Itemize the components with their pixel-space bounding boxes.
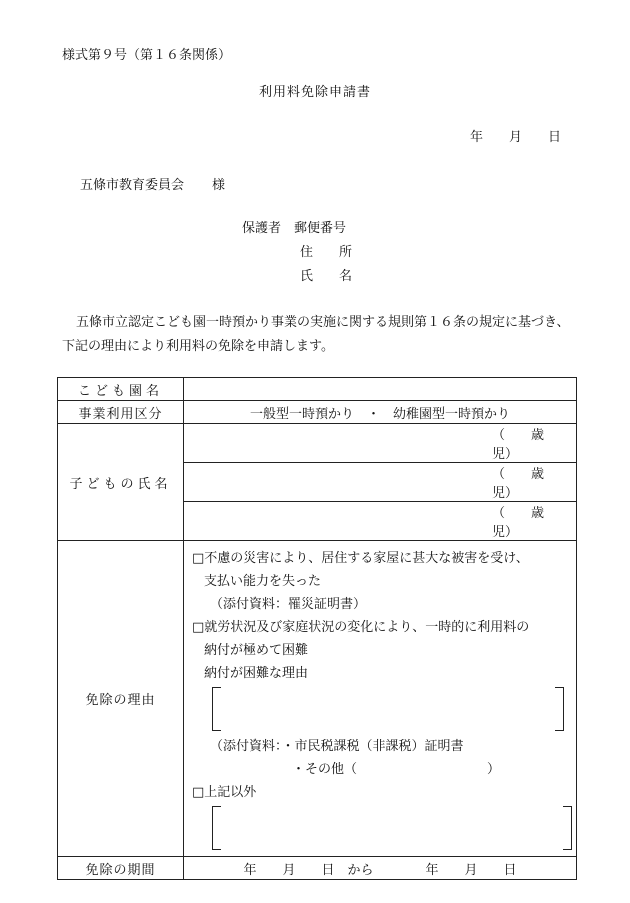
reason-cell (184, 541, 577, 857)
reason-line: 支払い能力を失った (204, 574, 322, 589)
child-age-1: （ 歳児） (492, 428, 545, 462)
child-name-field-2[interactable] (184, 463, 577, 502)
kindergarten-label: こども園名 (58, 378, 184, 401)
reason-line: 納付が極めて困難 (204, 643, 309, 658)
child-name-field-3[interactable] (184, 502, 577, 541)
body-text: 五條市立認定こども園一時預かり事業の実施に関する規則第１６条の規定に基づき、下記の理由により利用料の免除を申請します。 (62, 315, 570, 354)
reason-label: 免除の理由 (58, 541, 184, 857)
usage-label: 事業利用区分 (58, 401, 184, 424)
addressee-honorific: 様 (212, 178, 226, 193)
addressee (80, 174, 225, 193)
reason-line: ・その他（ ） (292, 762, 501, 777)
applicant-role: 保護者 (242, 221, 282, 236)
addressee-name: 五條市教育委員会 (80, 178, 185, 193)
applicant-postal-row (242, 217, 346, 236)
reason-line: 納付が困難な理由 (204, 666, 309, 681)
reason-option-disaster[interactable]: □不慮の災害により、居住する家屋に甚大な被害を受け、 (192, 551, 529, 566)
child-name-field-1[interactable] (184, 424, 577, 463)
date-line: 年 月 日 (470, 130, 562, 145)
address-label: 住 所 (300, 245, 353, 260)
child-name-label: 子どもの氏名 (58, 424, 184, 541)
other-reason-box[interactable] (212, 806, 572, 850)
reason-option-other[interactable]: □上記以外 (192, 785, 257, 800)
usage-options[interactable]: 一般型一時預かり ・ 幼稚園型一時預かり (184, 401, 577, 424)
form-number: 様式第９号（第１６条関係） (62, 48, 232, 63)
application-table (57, 377, 577, 880)
period-label: 免除の期間 (58, 857, 184, 880)
period-field[interactable]: 年 月 日 から 年 月 日 (184, 857, 577, 880)
name-label: 氏 名 (300, 269, 353, 284)
reason-line: （添付資料：・市民税課税（非課税）証明書 (210, 739, 464, 754)
kindergarten-field[interactable] (184, 378, 577, 401)
child-age-2: （ 歳児） (492, 467, 545, 501)
reason-line: （添付資料：罹災証明書） (210, 597, 367, 612)
document-title: 利用料免除申請書 (258, 85, 371, 100)
difficulty-reason-box[interactable] (212, 687, 564, 731)
reason-option-employment[interactable]: □就労状況及び家庭状況の変化により、一時的に利用料の (192, 620, 530, 635)
child-age-3: （ 歳児） (492, 506, 545, 540)
postal-label: 郵便番号 (294, 221, 347, 236)
